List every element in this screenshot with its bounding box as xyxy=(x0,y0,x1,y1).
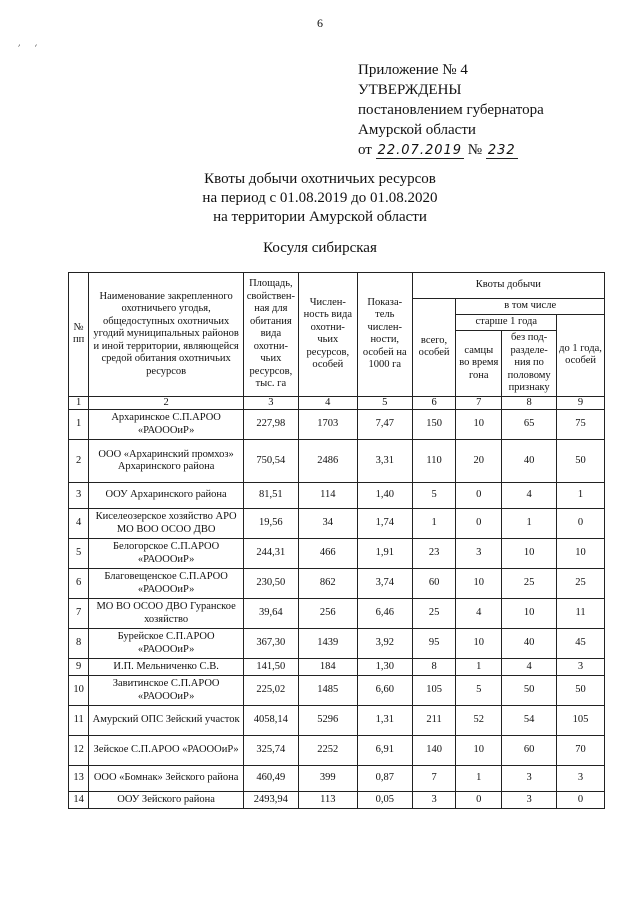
header-total: всего, особей xyxy=(412,299,456,397)
quota-under1: 10 xyxy=(557,539,605,569)
row-number: 4 xyxy=(69,509,89,539)
quota-under1: 70 xyxy=(557,736,605,766)
quota-no-sex: 10 xyxy=(502,599,557,629)
quota-no-sex: 60 xyxy=(502,736,557,766)
title-line-3: на территории Амурской области xyxy=(213,209,427,225)
density-value: 6,46 xyxy=(357,599,412,629)
quota-males: 4 xyxy=(456,599,502,629)
quota-males: 1 xyxy=(456,659,502,676)
quota-males: 10 xyxy=(456,736,502,766)
row-number: 8 xyxy=(69,629,89,659)
column-number: 1 xyxy=(69,396,89,410)
column-numbers-row xyxy=(69,396,605,410)
hunting-ground-name: Белогорское С.П.АРОО «РАОООиР» xyxy=(89,539,244,569)
table-body xyxy=(69,410,605,809)
quota-under1: 3 xyxy=(557,659,605,676)
density-value: 1,91 xyxy=(357,539,412,569)
hunting-ground-name: Архаринское С.П.АРОО «РАОООиР» xyxy=(89,410,244,440)
density-value: 6,91 xyxy=(357,736,412,766)
quota-males: 52 xyxy=(456,706,502,736)
area-value: 325,74 xyxy=(243,736,298,766)
hunting-ground-name: МО ВО ОСОО ДВО Гуранское хозяйство xyxy=(89,599,244,629)
quota-total: 211 xyxy=(412,706,456,736)
region-label: Амурской области xyxy=(358,122,476,138)
density-value: 1,30 xyxy=(357,659,412,676)
header-older: старше 1 года xyxy=(456,315,557,331)
quota-no-sex: 1 xyxy=(502,509,557,539)
column-number: 6 xyxy=(412,396,456,410)
header-quotas: Квоты добычи xyxy=(412,273,604,299)
column-number: 3 xyxy=(243,396,298,410)
area-value: 244,31 xyxy=(243,539,298,569)
quota-under1: 50 xyxy=(557,676,605,706)
header-name: Наименование закрепленного охотничьего угодья, общедоступных охотничьих угодий муниципальных районов и иной территории, являющейся средой обитания охотничьих ресурсов xyxy=(89,273,244,397)
population-value: 2486 xyxy=(298,440,357,483)
quota-under1: 75 xyxy=(557,410,605,440)
header-population: Числен-ность вида охотни-чьих ресурсов, особей xyxy=(298,273,357,397)
row-number: 11 xyxy=(69,706,89,736)
title-line-2: на период с 01.08.2019 до 01.08.2020 xyxy=(202,190,438,206)
row-number: 7 xyxy=(69,599,89,629)
density-value: 3,74 xyxy=(357,569,412,599)
area-value: 2493,94 xyxy=(243,792,298,809)
decree-label: постановлением губернатора xyxy=(358,102,544,118)
quota-no-sex: 40 xyxy=(502,440,557,483)
density-value: 0,87 xyxy=(357,766,412,792)
quota-no-sex: 50 xyxy=(502,676,557,706)
quota-males: 20 xyxy=(456,440,502,483)
table-row xyxy=(69,676,605,706)
quota-no-sex: 10 xyxy=(502,539,557,569)
column-number: 2 xyxy=(89,396,244,410)
quota-total: 105 xyxy=(412,676,456,706)
quota-total: 150 xyxy=(412,410,456,440)
quota-under1: 50 xyxy=(557,440,605,483)
area-value: 230,50 xyxy=(243,569,298,599)
quota-males: 0 xyxy=(456,792,502,809)
quota-under1: 45 xyxy=(557,629,605,659)
row-number: 14 xyxy=(69,792,89,809)
quota-under1: 1 xyxy=(557,483,605,509)
column-number: 9 xyxy=(557,396,605,410)
table-row xyxy=(69,659,605,676)
area-value: 4058,14 xyxy=(243,706,298,736)
date-value: 22.07.2019 xyxy=(377,143,463,158)
header-under1: до 1 года, особей xyxy=(557,315,605,397)
population-value: 113 xyxy=(298,792,357,809)
table-row xyxy=(69,410,605,440)
hunting-ground-name: ООУ Архаринского района xyxy=(89,483,244,509)
population-value: 2252 xyxy=(298,736,357,766)
quota-no-sex: 25 xyxy=(502,569,557,599)
margin-marks: ׳ ׳ xyxy=(18,42,44,53)
species-heading: Косуля сибирская xyxy=(263,240,377,256)
column-number: 8 xyxy=(502,396,557,410)
table-row xyxy=(69,599,605,629)
quota-total: 7 xyxy=(412,766,456,792)
area-value: 750,54 xyxy=(243,440,298,483)
column-number: 7 xyxy=(456,396,502,410)
table-row xyxy=(69,440,605,483)
number-value: 232 xyxy=(487,143,516,158)
table-row xyxy=(69,629,605,659)
area-value: 227,98 xyxy=(243,410,298,440)
area-value: 460,49 xyxy=(243,766,298,792)
quota-males: 1 xyxy=(456,766,502,792)
table-row xyxy=(69,706,605,736)
population-value: 399 xyxy=(298,766,357,792)
table-row xyxy=(69,792,605,809)
quota-total: 3 xyxy=(412,792,456,809)
quota-total: 8 xyxy=(412,659,456,676)
row-number: 13 xyxy=(69,766,89,792)
population-value: 1703 xyxy=(298,410,357,440)
quota-total: 60 xyxy=(412,569,456,599)
area-value: 39,64 xyxy=(243,599,298,629)
hunting-ground-name: И.П. Мельниченко С.В. xyxy=(89,659,244,676)
area-value: 81,51 xyxy=(243,483,298,509)
row-number: 1 xyxy=(69,410,89,440)
page-number: 6 xyxy=(317,16,323,30)
header-num: № пп xyxy=(69,273,89,397)
quota-total: 25 xyxy=(412,599,456,629)
quota-total: 1 xyxy=(412,509,456,539)
population-value: 184 xyxy=(298,659,357,676)
quota-no-sex: 65 xyxy=(502,410,557,440)
hunting-ground-name: Киселеозерское хозяйство АРО МО ВОО ОСОО ДВО xyxy=(89,509,244,539)
density-value: 3,31 xyxy=(357,440,412,483)
quota-males: 3 xyxy=(456,539,502,569)
table-row xyxy=(69,569,605,599)
row-number: 2 xyxy=(69,440,89,483)
quota-no-sex: 3 xyxy=(502,766,557,792)
population-value: 34 xyxy=(298,509,357,539)
population-value: 256 xyxy=(298,599,357,629)
hunting-ground-name: Амурский ОПС Зейский участок xyxy=(89,706,244,736)
table-row xyxy=(69,539,605,569)
column-number: 5 xyxy=(357,396,412,410)
row-number: 6 xyxy=(69,569,89,599)
date-line xyxy=(358,140,544,161)
hunting-ground-name: Завитинское С.П.АРОО «РАОООиР» xyxy=(89,676,244,706)
hunting-ground-name: Благовещенское С.П.АРОО «РАОООиР» xyxy=(89,569,244,599)
quota-no-sex: 4 xyxy=(502,483,557,509)
quota-no-sex: 4 xyxy=(502,659,557,676)
table-row xyxy=(69,766,605,792)
density-value: 3,92 xyxy=(357,629,412,659)
row-number: 5 xyxy=(69,539,89,569)
row-number: 12 xyxy=(69,736,89,766)
quota-under1: 3 xyxy=(557,766,605,792)
hunting-ground-name: Зейское С.П.АРОО «РАОООиР» xyxy=(89,736,244,766)
area-value: 367,30 xyxy=(243,629,298,659)
population-value: 1439 xyxy=(298,629,357,659)
quota-no-sex: 40 xyxy=(502,629,557,659)
quota-males: 10 xyxy=(456,569,502,599)
population-value: 862 xyxy=(298,569,357,599)
quota-under1: 0 xyxy=(557,792,605,809)
column-number: 4 xyxy=(298,396,357,410)
header-males: самцы во время гона xyxy=(456,331,502,397)
population-value: 114 xyxy=(298,483,357,509)
approved-label: УТВЕРЖДЕНЫ xyxy=(358,82,462,98)
density-value: 1,40 xyxy=(357,483,412,509)
hunting-ground-name: Бурейское С.П.АРОО «РАОООиР» xyxy=(89,629,244,659)
density-value: 0,05 xyxy=(357,792,412,809)
quota-total: 95 xyxy=(412,629,456,659)
density-value: 1,31 xyxy=(357,706,412,736)
table-row xyxy=(69,736,605,766)
quota-total: 23 xyxy=(412,539,456,569)
row-number: 3 xyxy=(69,483,89,509)
quota-no-sex: 3 xyxy=(502,792,557,809)
approval-block xyxy=(358,60,544,161)
appendix-label: Приложение № 4 xyxy=(358,62,468,78)
quota-total: 140 xyxy=(412,736,456,766)
hunting-ground-name: ООУ Зейского района xyxy=(89,792,244,809)
header-no-sex: без под-разделе-ния по половому признаку xyxy=(502,331,557,397)
population-value: 1485 xyxy=(298,676,357,706)
population-value: 5296 xyxy=(298,706,357,736)
quota-total: 5 xyxy=(412,483,456,509)
area-value: 19,56 xyxy=(243,509,298,539)
hunting-ground-name: ООО «Бомнак» Зейского района xyxy=(89,766,244,792)
document-title xyxy=(0,170,640,227)
quota-table xyxy=(68,272,605,809)
title-line-1: Квоты добычи охотничьих ресурсов xyxy=(204,171,436,187)
quota-males: 5 xyxy=(456,676,502,706)
area-value: 141,50 xyxy=(243,659,298,676)
quota-males: 0 xyxy=(456,509,502,539)
quota-males: 0 xyxy=(456,483,502,509)
quota-under1: 25 xyxy=(557,569,605,599)
row-number: 9 xyxy=(69,659,89,676)
header-density: Показа-тель числен-ности, особей на 1000 га xyxy=(357,273,412,397)
population-value: 466 xyxy=(298,539,357,569)
quota-under1: 11 xyxy=(557,599,605,629)
quota-under1: 105 xyxy=(557,706,605,736)
density-value: 1,74 xyxy=(357,509,412,539)
area-value: 225,02 xyxy=(243,676,298,706)
density-value: 6,60 xyxy=(357,676,412,706)
hunting-ground-name: ООО «Архаринский промхоз» Архаринского района xyxy=(89,440,244,483)
density-value: 7,47 xyxy=(357,410,412,440)
header-including: в том числе xyxy=(456,299,605,315)
quota-under1: 0 xyxy=(557,509,605,539)
header-area: Площадь, свойствен-ная для обитания вида охотни-чьих ресурсов, тыс. га xyxy=(243,273,298,397)
table-row xyxy=(69,483,605,509)
row-number: 10 xyxy=(69,676,89,706)
quota-total: 110 xyxy=(412,440,456,483)
quota-males: 10 xyxy=(456,410,502,440)
quota-no-sex: 54 xyxy=(502,706,557,736)
date-prefix: от xyxy=(358,142,372,158)
quota-males: 10 xyxy=(456,629,502,659)
number-prefix: № xyxy=(467,142,483,158)
table-row xyxy=(69,509,605,539)
